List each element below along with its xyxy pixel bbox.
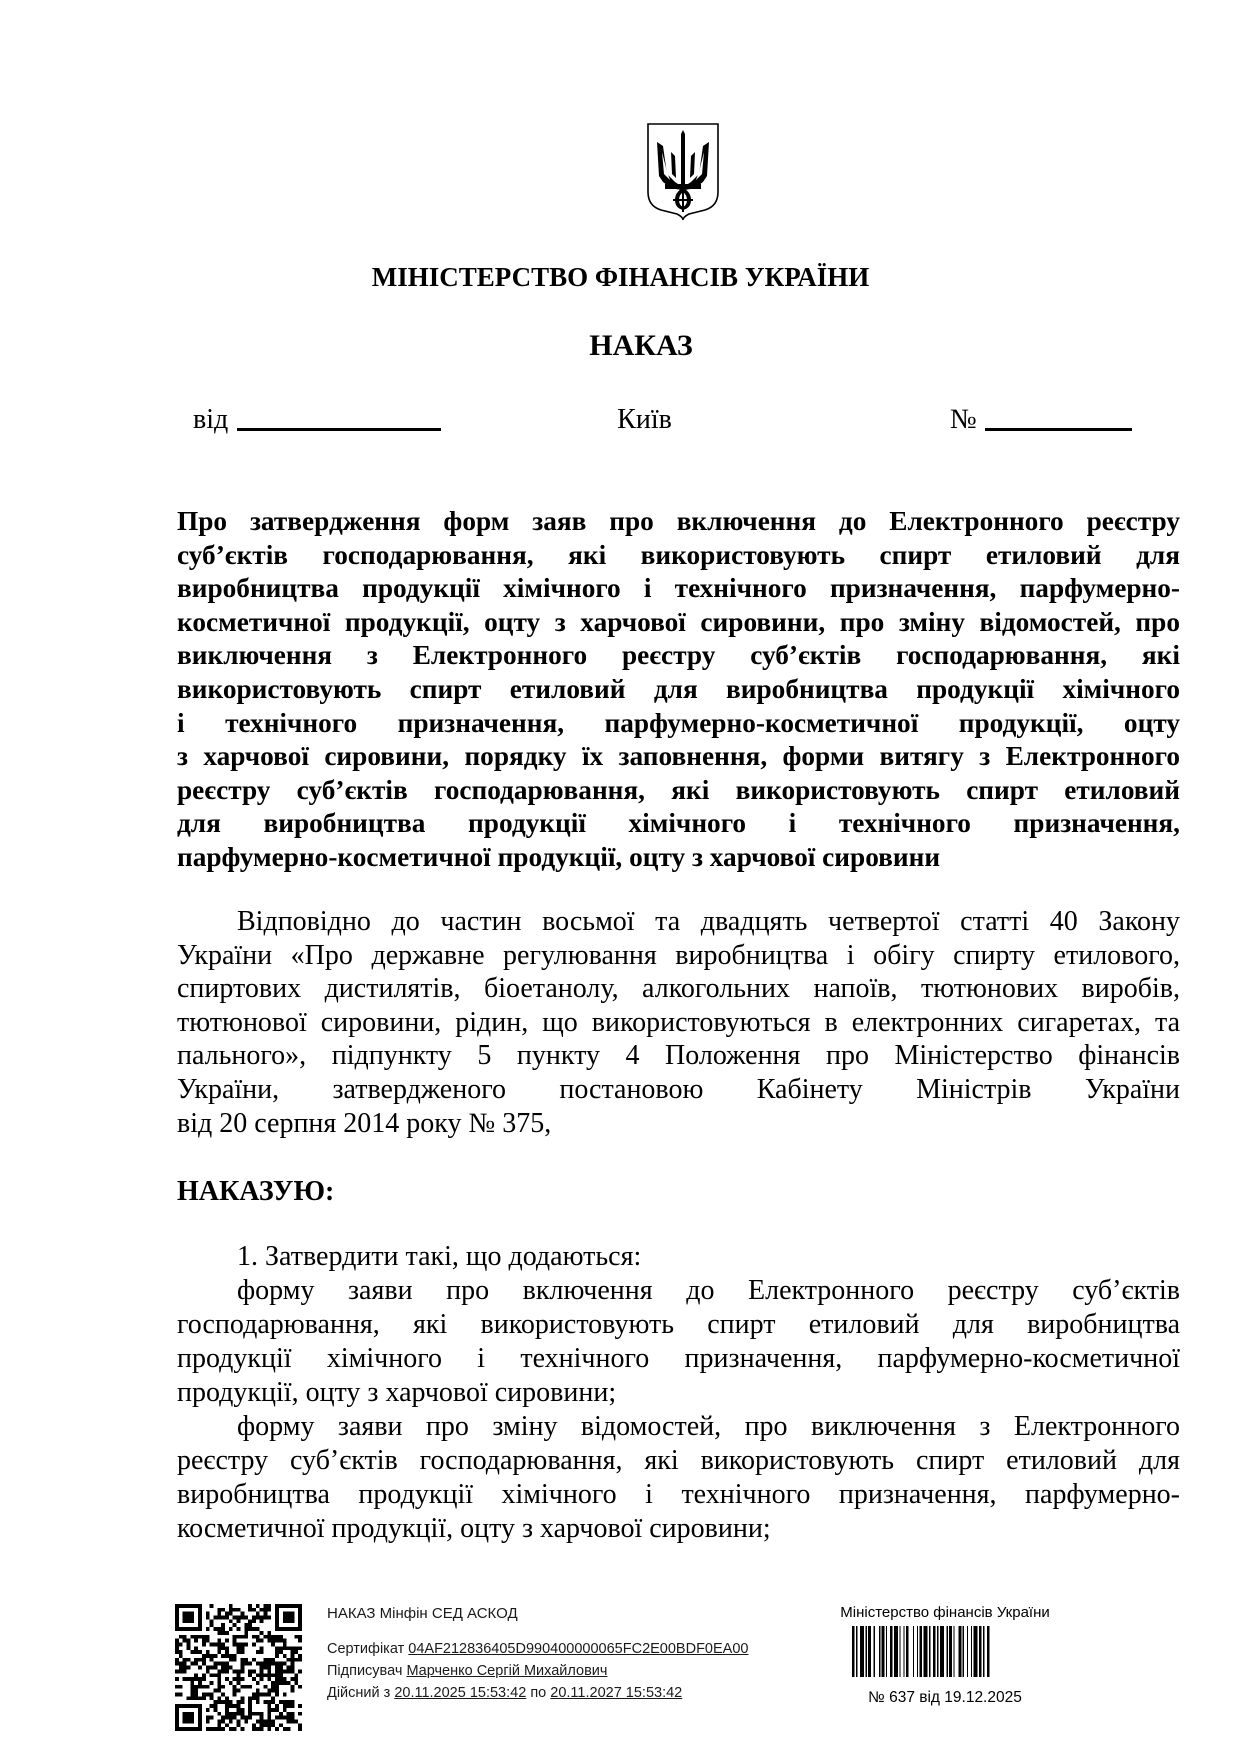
signer-value: Марченко Сергій Михайлович	[406, 1663, 608, 1679]
coat-of-arms-icon	[645, 122, 721, 221]
number-label: №	[950, 404, 977, 435]
validity-line	[327, 1685, 682, 1701]
order-title	[177, 505, 1180, 875]
signer-label: Підписувач	[327, 1663, 403, 1679]
order-items	[177, 1240, 1180, 1546]
preamble-line: пального», підпункту 5 пункту 4 Положення про Міністерство фінансів	[177, 1040, 1180, 1072]
registration-number: № 637 від 19.12.2025	[868, 1689, 1022, 1706]
item-line: 1. Затвердити такі, що додаються:	[237, 1241, 642, 1272]
valid-label: Дійсний з	[327, 1685, 391, 1701]
item-line: реєстру суб’єктів господарювання, які використовують спирт етиловий для	[177, 1445, 1180, 1476]
certificate-value: 04AF212836405D990400000065FC2E00BDF0EA00	[408, 1641, 749, 1657]
title-line: реєстру суб’єктів господарювання, які використовують спирт етиловий	[177, 774, 1180, 805]
item-line: продукції хімічного і технічного призначення, парфумерно-косметичної	[177, 1343, 1180, 1374]
preamble-line: від 20 серпня 2014 року № 375,	[177, 1107, 552, 1139]
title-line: виключення з Електронного реєстру суб’єктів господарювання, які	[177, 640, 1180, 671]
system-label: НАКАЗ Мінфін СЕД АСКОД	[327, 1605, 518, 1622]
city-label: Київ	[617, 404, 672, 435]
title-line: і технічного призначення, парфумерно-косметичної продукції, оцту	[177, 707, 1180, 738]
title-line: використовують спирт етиловий для виробництва продукції хімічного	[177, 673, 1180, 704]
document-type-title: НАКАЗ	[589, 329, 693, 362]
valid-to-label: по	[530, 1685, 547, 1701]
title-line: косметичної продукції, оцту з харчової сировини, про зміну відомостей, про	[177, 606, 1180, 637]
ministry-title: МІНІСТЕРСТВО ФІНАНСІВ УКРАЇНИ	[371, 262, 870, 292]
preamble-line: України «Про державне регулювання виробництва і обігу спирту етилового,	[177, 939, 1180, 971]
item-line: косметичної продукції, оцту з харчової сировини;	[177, 1513, 771, 1544]
qr-code-icon	[175, 1604, 302, 1731]
item-line: форму заяви про включення до Електронного реєстру суб’єктів	[237, 1275, 1180, 1306]
preamble-line: Відповідно до частин восьмої та двадцять четвертої статті 40 Закону	[237, 906, 1180, 937]
valid-to: 20.11.2027 15:53:42	[550, 1685, 683, 1701]
preamble-line: тютюнової сировини, рідин, що використовуються в електронних сигаретах, та	[177, 1006, 1180, 1038]
preamble-line: України, затвердженого постановою Кабінету Міністрів України	[177, 1073, 1180, 1105]
preamble-paragraph	[177, 905, 1180, 1140]
title-line: з харчової сировини, порядку їх заповнення, форми витягу з Електронного	[177, 741, 1180, 772]
item-line: господарювання, які використовують спирт етиловий для виробництва	[177, 1309, 1180, 1340]
item-line: продукції, оцту з харчової сировини;	[177, 1377, 617, 1408]
title-line: виробництва продукції хімічного і технічного призначення, парфумерно-	[177, 573, 1180, 604]
barcode-icon	[852, 1626, 1030, 1677]
title-line: парфумерно-косметичної продукції, оцту з харчової сировини	[177, 841, 941, 872]
certificate-line	[327, 1641, 748, 1657]
number-field	[985, 428, 1132, 431]
title-line: суб’єктів господарювання, які використовують спирт етиловий для	[177, 539, 1180, 570]
item-line: форму заяви про зміну відомостей, про виключення з Електронного	[237, 1411, 1180, 1442]
order-heading: НАКАЗУЮ:	[177, 1176, 335, 1207]
item-line: виробництва продукції хімічного і технічного призначення, парфумерно-	[177, 1479, 1180, 1510]
preamble-line: спиртових дистилятів, біоетанолу, алкогольних напоїв, тютюнових виробів,	[177, 973, 1180, 1005]
title-line: для виробництва продукції хімічного і технічного призначення,	[177, 808, 1180, 839]
date-label: від	[193, 404, 229, 435]
valid-from: 20.11.2025 15:53:42	[394, 1685, 527, 1701]
certificate-label: Сертифікат	[327, 1641, 405, 1657]
signer-line	[327, 1663, 607, 1679]
barcode-organization: Міністерство фінансів України	[840, 1604, 1050, 1621]
title-line: Про затвердження форм заяв про включення до Електронного реєстру	[177, 506, 1180, 536]
